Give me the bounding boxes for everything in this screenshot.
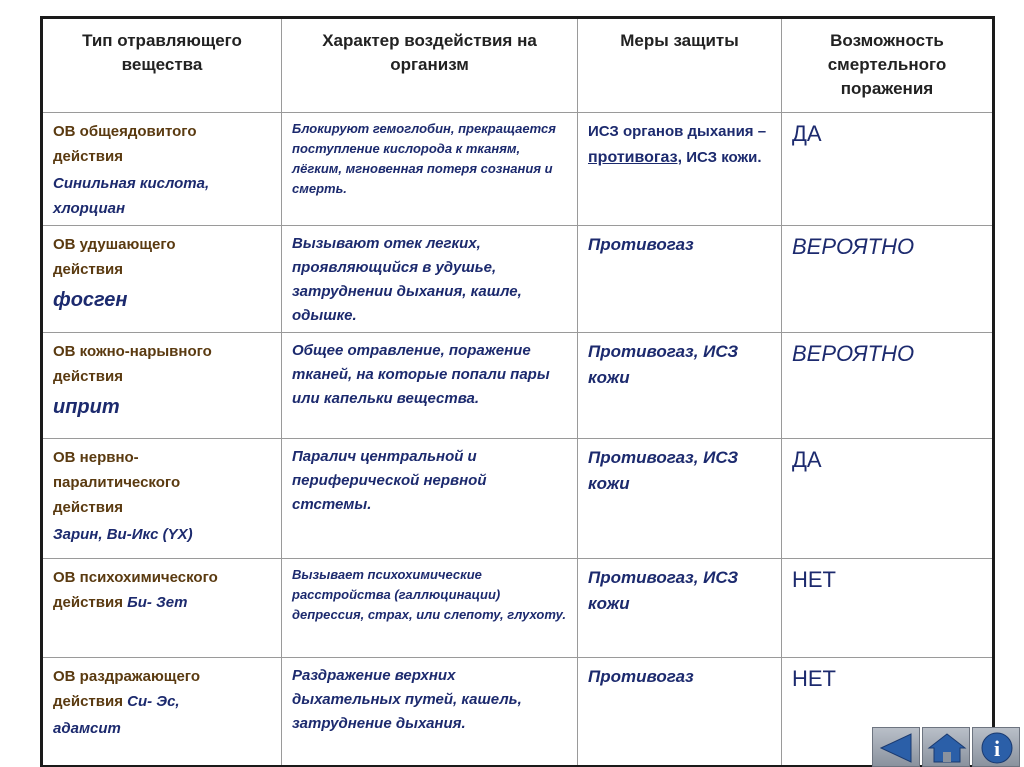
header-protection: Меры защиты (578, 18, 782, 113)
type-label-part: действия (53, 693, 123, 710)
arrow-left-icon (873, 728, 921, 767)
protection-cell (578, 658, 782, 767)
type-cell (42, 439, 282, 559)
protection-cell (578, 226, 782, 333)
lethality-cell (782, 559, 994, 658)
type-label: действия (53, 261, 123, 278)
type-label (53, 689, 271, 714)
lethality-cell (782, 113, 994, 226)
agent-name: Би- Зет (127, 594, 188, 611)
lethality-value: НЕТ (792, 666, 836, 691)
header-lethality: Возможность смертельного поражения (782, 18, 994, 113)
effect-text: Общее отравление, поражение тканей, на которые попали пары или капельки вещества. (292, 342, 550, 407)
protection-cell (578, 113, 782, 226)
table-row (42, 439, 994, 559)
home-button[interactable] (922, 727, 970, 767)
type-cell (42, 658, 282, 767)
type-label: действия (53, 368, 123, 385)
table-row (42, 559, 994, 658)
slide-navigation (870, 727, 1022, 767)
lethality-cell (782, 439, 994, 559)
agent-name: фосген (53, 289, 128, 311)
protection-text: Противогаз (588, 235, 694, 254)
protection-text: Противогаз (588, 667, 694, 686)
type-label: ОВ удушающего (53, 236, 176, 253)
type-label-part: действия (53, 594, 123, 611)
effect-text: Вызывают отек легких, проявляющийся в удушье, затруднении дыхания, кашле, одышке. (292, 235, 522, 324)
back-button[interactable] (872, 727, 920, 767)
agent-name: Синильная кислота, хлорциан (53, 175, 210, 217)
table-header-row (42, 18, 994, 113)
type-label: ОВ кожно-нарывного (53, 343, 212, 360)
type-label: ОВ психохимического (53, 569, 218, 586)
table-row (42, 113, 994, 226)
effect-cell (282, 559, 578, 658)
header-type: Тип отравляющего вещества (42, 18, 282, 113)
type-label (53, 590, 271, 615)
lethality-value: НЕТ (792, 567, 836, 592)
agent-name: Си- Эс, (127, 693, 180, 710)
type-label: паралитического (53, 474, 181, 491)
home-icon (923, 728, 971, 767)
protection-gasmask: противогаз, (588, 149, 683, 166)
lethality-value: ВЕРОЯТНО (792, 341, 915, 366)
lethality-cell (782, 226, 994, 333)
protection-cell (578, 559, 782, 658)
effect-cell (282, 439, 578, 559)
lethality-value: ВЕРОЯТНО (792, 234, 915, 259)
table-row (42, 333, 994, 439)
type-label: ОВ нервно- (53, 449, 139, 466)
effect-cell (282, 113, 578, 226)
agents-table (40, 16, 995, 767)
agent-name: иприт (53, 396, 120, 418)
type-label: ОВ раздражающего (53, 668, 201, 685)
header-effect: Характер воздействия на организм (282, 18, 578, 113)
lethality-value: ДА (792, 447, 822, 472)
protection-cell (578, 439, 782, 559)
protection-part: ИСЗ органов дыхания – (588, 123, 767, 140)
lethality-value: ДА (792, 121, 822, 146)
effect-text: Вызывает психохимические расстройства (галлюцинации) депрессия, страх, или слепоту, глухоту. (292, 567, 566, 622)
type-cell (42, 559, 282, 658)
type-label: действия (53, 148, 123, 165)
protection-text (588, 119, 771, 171)
protection-part: ИСЗ кожи. (686, 149, 762, 166)
protection-text: Противогаз, ИСЗ кожи (588, 448, 739, 493)
type-cell (42, 226, 282, 333)
type-label: ОВ общеядовитого (53, 123, 197, 140)
info-icon (973, 728, 1021, 767)
type-cell (42, 113, 282, 226)
info-button[interactable] (972, 727, 1020, 767)
effect-text: Блокируют гемоглобин, прекращается поступление кислорода к тканям, лёгким, мгновенная потеря сознания и смерть. (292, 121, 556, 196)
effect-cell (282, 658, 578, 767)
type-label: действия (53, 499, 123, 516)
effect-cell (282, 333, 578, 439)
info-glyph: i (993, 736, 1001, 761)
protection-text: Противогаз, ИСЗ кожи (588, 568, 739, 613)
lethality-cell (782, 333, 994, 439)
agent-name: адамсит (53, 720, 121, 737)
effect-cell (282, 226, 578, 333)
type-cell (42, 333, 282, 439)
table-row (42, 658, 994, 767)
protection-text: Противогаз, ИСЗ кожи (588, 342, 739, 387)
protection-cell (578, 333, 782, 439)
agent-name: Зарин, Ви-Икс (YX) (53, 526, 193, 543)
table-row (42, 226, 994, 333)
effect-text: Паралич центральной и периферической нервной стстемы. (292, 448, 487, 513)
effect-text: Раздражение верхних дыхательных путей, кашель, затруднение дыхания. (292, 667, 522, 732)
